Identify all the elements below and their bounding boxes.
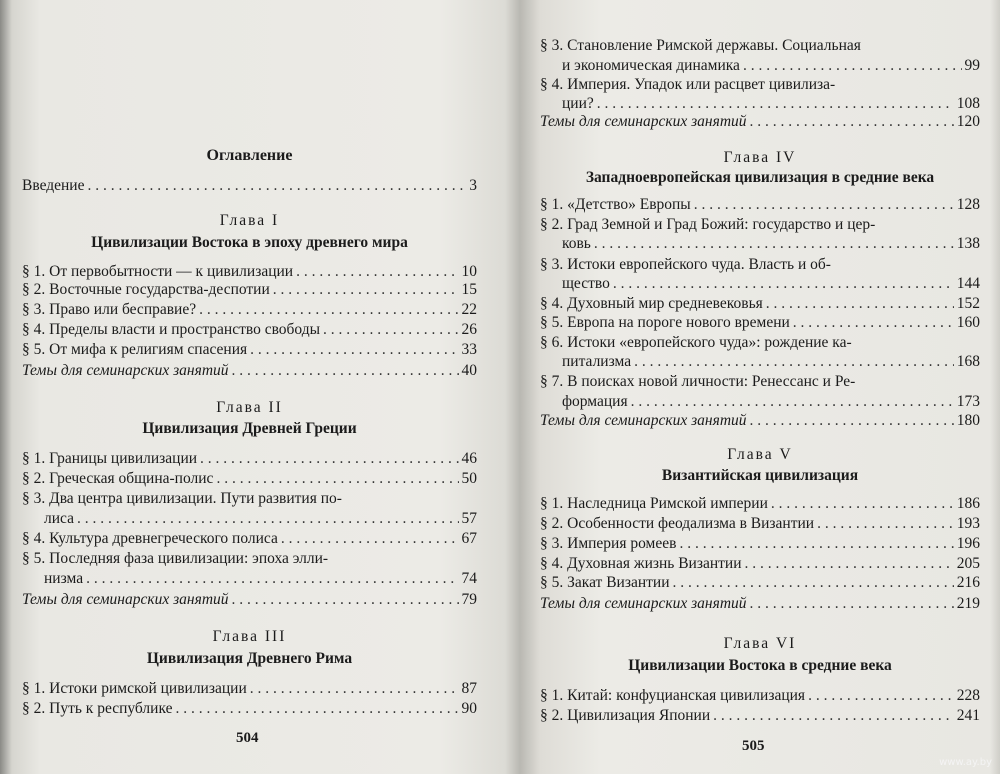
- toc-entry[interactable]: § 4. Духовная жизнь Византии . . . 205: [540, 555, 980, 573]
- chapter-label: Глава I: [219, 212, 280, 229]
- toc-title: Оглавление: [206, 147, 293, 164]
- toc-entry[interactable]: § 2. Путь к республике . . . 90: [22, 700, 477, 718]
- toc-entry[interactable]: § 1. Границы цивилизации . . . 46: [22, 450, 477, 468]
- toc-entry[interactable]: § 2. Восточные государства-деспотии . . . 15: [22, 281, 477, 299]
- toc-entry[interactable]: § 3. Становление Римской державы. Социальная: [540, 37, 861, 54]
- toc-entry[interactable]: § 1. Истоки римской цивилизации . . . 87: [22, 680, 477, 698]
- chapter-title: Цивилизации Востока в средние века: [628, 657, 892, 674]
- watermark: www.ay.by: [939, 757, 992, 768]
- toc-entry[interactable]: § 7. В поисках новой личности: Ренессанс и Ре-: [540, 373, 856, 390]
- toc-entry[interactable]: § 4. Культура древнегреческого полиса . . . 67: [22, 530, 477, 548]
- toc-entry-seminar[interactable]: Темы для семинарских занятий . . . 120: [540, 113, 980, 131]
- toc-entry-seminar[interactable]: Темы для семинарских занятий . . . 40: [22, 362, 477, 380]
- chapter-title: Цивилизации Востока в эпоху древнего мира: [91, 234, 408, 251]
- chapter-label: Глава IV: [723, 149, 797, 166]
- toc-entry-seminar[interactable]: Темы для семинарских занятий . . . 180: [540, 412, 980, 430]
- chapter-title: Цивилизация Древнего Рима: [146, 650, 353, 667]
- toc-entry[interactable]: § 5. Закат Византии . . . 216: [540, 574, 980, 592]
- toc-entry[interactable]: § 1. От первобытности — к цивилизации . . . 10: [22, 263, 477, 281]
- toc-entry[interactable]: § 1. Китай: конфуцианская цивилизация . . . 228: [540, 687, 980, 705]
- toc-entry[interactable]: § 5. Последняя фаза цивилизации: эпоха элли-: [22, 550, 329, 567]
- toc-entry-intro[interactable]: Введение . . . 3: [22, 177, 477, 195]
- toc-entry[interactable]: § 6. Истоки «европейского чуда»: рождение ка-: [540, 334, 852, 351]
- chapter-label: Глава V: [727, 446, 793, 463]
- toc-entry[interactable]: § 3. Право или бесправие? . . . 22: [22, 301, 477, 319]
- chapter-title: Цивилизация Древней Греции: [142, 420, 357, 437]
- chapter-label: Глава III: [212, 628, 287, 645]
- toc-entry-continuation[interactable]: формация . . . 173: [562, 393, 980, 411]
- toc-entry[interactable]: § 5. Европа на пороге нового времени . . . 160: [540, 314, 980, 332]
- toc-entry[interactable]: § 5. От мифа к религиям спасения . . . 33: [22, 341, 477, 359]
- chapter-title: Византийская цивилизация: [661, 467, 859, 484]
- toc-entry[interactable]: § 3. Два центра цивилизации. Пути развития по-: [22, 490, 342, 507]
- toc-entry[interactable]: § 2. Греческая община-полис . . . 50: [22, 470, 477, 488]
- toc-entry-continuation[interactable]: щество . . . 144: [562, 275, 980, 293]
- chapter-label: Глава II: [216, 399, 283, 416]
- toc-entry[interactable]: § 2. Особенности феодализма в Византии . . . 193: [540, 515, 980, 533]
- toc-entry[interactable]: § 4. Пределы власти и пространство свободы . . . 26: [22, 321, 477, 339]
- toc-entry-continuation[interactable]: лиса . . . 57: [44, 510, 477, 528]
- page-number: 505: [742, 738, 765, 754]
- toc-entry-seminar[interactable]: Темы для семинарских занятий . . . 219: [540, 595, 980, 613]
- toc-entry[interactable]: § 4. Духовный мир средневековья . . . 152: [540, 295, 980, 313]
- toc-entry[interactable]: § 1. «Детство» Европы . . . 128: [540, 196, 980, 214]
- page-number: 504: [236, 730, 259, 746]
- toc-entry[interactable]: § 3. Истоки европейского чуда. Власть и об-: [540, 256, 831, 273]
- toc-entry-continuation[interactable]: питализма . . . 168: [562, 353, 980, 371]
- toc-entry-continuation[interactable]: и экономическая динамика . . . 99: [562, 57, 980, 75]
- chapter-label: Глава VI: [723, 635, 797, 652]
- toc-entry-continuation[interactable]: ции? . . . 108: [562, 95, 980, 113]
- toc-entry[interactable]: § 2. Град Земной и Град Божий: государство и цер-: [540, 216, 876, 233]
- toc-entry-seminar[interactable]: Темы для семинарских занятий . . . 79: [22, 591, 477, 609]
- toc-entry[interactable]: § 4. Империя. Упадок или расцвет цивилиза-: [540, 76, 836, 93]
- toc-entry[interactable]: § 1. Наследница Римской империи . . . 186: [540, 495, 980, 513]
- toc-entry[interactable]: § 2. Цивилизация Японии . . . 241: [540, 707, 980, 725]
- chapter-title: Западноевропейская цивилизация в средние века: [585, 169, 935, 186]
- toc-entry-continuation[interactable]: ковь . . . 138: [562, 235, 980, 253]
- toc-entry[interactable]: § 3. Империя ромеев . . . 196: [540, 535, 980, 553]
- toc-entry-continuation[interactable]: низма . . . 74: [44, 570, 477, 588]
